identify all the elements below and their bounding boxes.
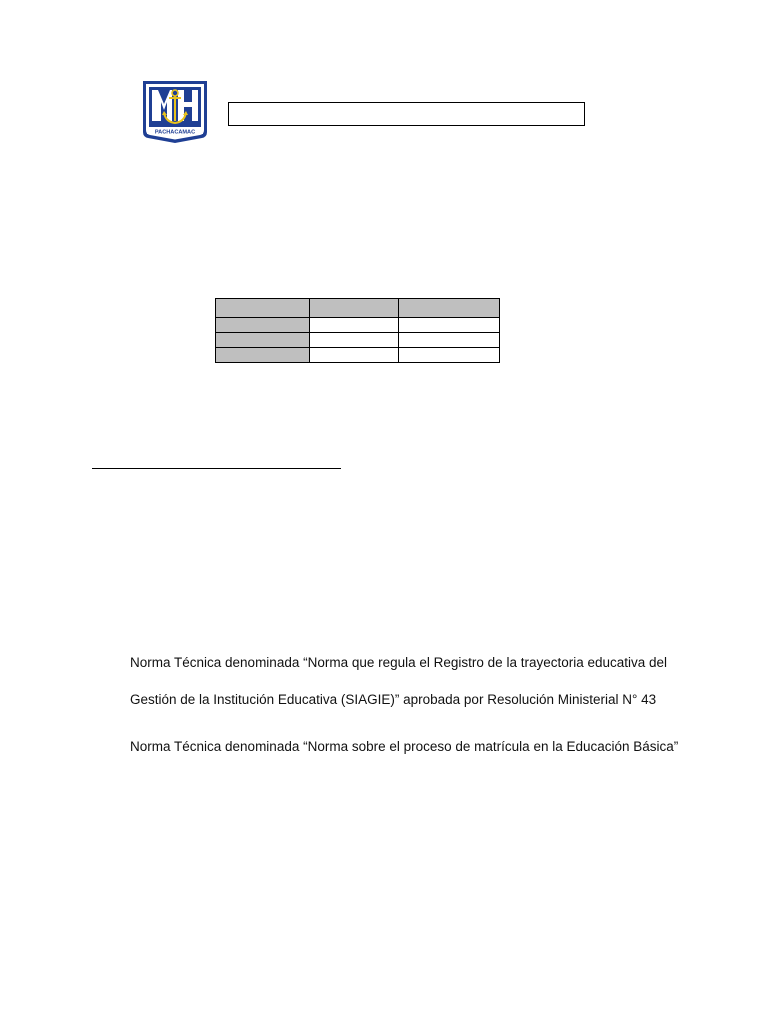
- table-cell: [399, 333, 500, 348]
- school-crest-logo: [142, 80, 208, 144]
- table-cell: [216, 348, 310, 363]
- table-cell: [310, 318, 399, 333]
- table-cell: [399, 299, 500, 318]
- table-cell: [399, 318, 500, 333]
- table-cell: [310, 348, 399, 363]
- table-cell: [216, 333, 310, 348]
- reference-line: Gestión de la Institución Educativa (SIAGIE)” aprobada por Resolución Ministerial N° 43: [130, 692, 657, 707]
- table-cell: [310, 299, 399, 318]
- crest-label: PACHACAMAC: [154, 129, 196, 136]
- signature-rule: [92, 468, 341, 469]
- title-box: [228, 102, 585, 126]
- table-cell: [399, 348, 500, 363]
- reference-line: Norma Técnica denominada “Norma que regula el Registro de la trayectoria educativa del: [130, 655, 668, 670]
- info-table: [215, 298, 500, 363]
- table-cell: [216, 318, 310, 333]
- table-cell: [310, 333, 399, 348]
- table-cell: [216, 299, 310, 318]
- table-row: [216, 299, 500, 318]
- table-row: [216, 318, 500, 333]
- table-row: [216, 348, 500, 363]
- anchor-shield-icon: [142, 80, 208, 144]
- table-row: [216, 333, 500, 348]
- reference-line: Norma Técnica denominada “Norma sobre el proceso de matrícula en la Educación Básica”: [130, 739, 679, 754]
